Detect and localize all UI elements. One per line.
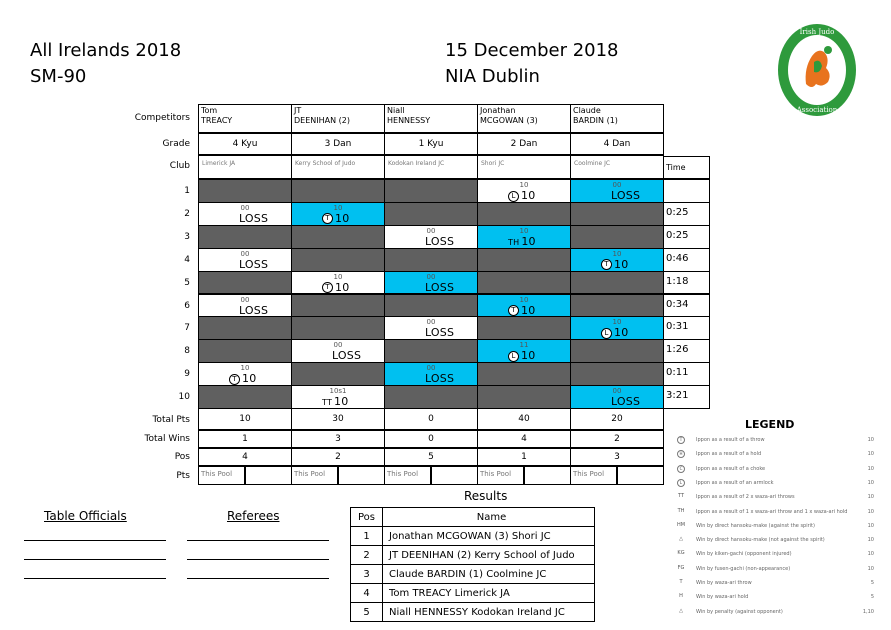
bout-number: 3 [184,231,190,242]
empty-bout-cell [477,271,571,295]
legend-value: 10 [867,522,874,529]
score-type-t-icon: T [601,259,612,270]
competitor-club: Kodokan Ireland JC [384,155,478,179]
results-header-row [351,508,595,527]
score-type-tt-icon: TT [322,398,333,408]
table-row [351,603,595,622]
competitor-last-name: HENNESSY [387,116,431,125]
legend-item [674,465,874,479]
bout-score: 00 [426,364,436,373]
legend-item [674,608,874,622]
legend-item [674,550,874,564]
empty-bout-cell [477,316,571,340]
empty-bout-cell [198,339,292,363]
legend-value: 10 [867,465,874,472]
bout-number: 6 [184,300,190,311]
bout-score: 10 [612,318,622,327]
legend-item [674,593,874,607]
competitor-pos: 5 [384,448,478,466]
bout-score: 00 [426,318,436,327]
empty-bout-cell [477,362,571,386]
competitor-total-pts: 0 [384,408,478,430]
bout-score: 10s1 [329,387,347,396]
legend-symbol [674,522,688,528]
bout-score: 10 [519,295,529,304]
opponent-cell [477,179,571,203]
legend-symbol-glyph: H [679,593,683,600]
competitor-total-wins: 2 [570,430,664,448]
empty-bout-cell [477,248,571,272]
opponent-cell [384,316,478,340]
legend-symbol [674,450,688,458]
bout-result [508,235,536,248]
bout-score: 10 [519,181,529,189]
bout-result [425,235,454,248]
bout-time: 1:18 [663,271,710,295]
competitor-first-name: Tom [201,106,218,115]
opponent-cell [384,225,478,249]
empty-bout-cell [570,339,664,363]
empty-bout-cell [198,179,292,203]
legend-value: 10 [867,494,874,501]
score-type-t-icon: T [229,374,240,385]
winner-cell [384,271,478,295]
legend-item [674,536,874,550]
result-pos: 1 [351,527,383,546]
svg-text:Association: Association [796,106,838,114]
legend-value: 5 [870,580,874,586]
results-title: Results [464,489,508,503]
bout-result-text: LOSS [425,234,455,248]
legend-symbol [674,493,688,499]
bout-time: 1:26 [663,339,710,363]
club-label: Club [169,161,190,171]
competitor-club: Shori JC [477,155,571,179]
competitor-pool-pts [617,466,664,485]
referees-heading: Referees [227,509,280,523]
bout-number: 7 [184,323,190,334]
competitor-grade: 4 Dan [570,133,664,155]
empty-bout-cell [570,225,664,249]
legend-text: Ippon as a result of 1 x waza-ari throw and 1 x waza-ari hold [696,508,848,515]
legend-value: 10 [867,479,874,486]
legend-symbol-glyph: HM [676,521,686,528]
competitor-total-pts: 20 [570,408,664,430]
empty-bout-cell [477,385,571,409]
legend-symbol [674,436,688,444]
grade-label: Grade [162,139,190,149]
competitor-total-pts: 10 [198,408,292,430]
empty-bout-cell [291,248,385,272]
bout-result [239,304,268,317]
competitor-name-cell [570,104,664,133]
competitor-name-cell [384,104,478,133]
bout-result-text: 10 [521,349,536,363]
competitor-pool-pts [338,466,385,485]
winner-cell [570,316,664,340]
legend-symbol [674,608,688,614]
bout-number: 2 [184,208,190,219]
bout-result [611,395,640,408]
bout-result-text: LOSS [611,189,641,202]
winner-cell [570,248,664,272]
svg-text:Irish Judo: Irish Judo [799,28,835,36]
empty-bout-cell [291,362,385,386]
legend-title: LEGEND [745,418,795,431]
legend-symbol [674,536,688,542]
competitor-total-wins: 0 [384,430,478,448]
bout-result [332,349,361,362]
competitor-pool-pts [524,466,571,485]
bout-number: 4 [184,254,190,265]
competitor-first-name: Niall [387,106,405,115]
winner-cell [477,339,571,363]
result-pos: 4 [351,584,383,603]
pos-label: Pos [174,452,190,462]
legend-text: Ippon as a result of an armlock [696,479,774,486]
legend-text: Win by fusen-gachi (non-appearance) [696,565,791,572]
bout-time: 0:11 [663,362,710,386]
result-name: JT DEENIHAN (2) Kerry School of Judo [383,546,595,565]
table-row [351,565,595,584]
result-pos: 2 [351,546,383,565]
score-type-l-icon: L [508,191,519,202]
legend-text: Ippon as a result of a throw [696,437,765,443]
legend-text: Ippon as a result of a hold [696,451,762,458]
bout-time: 0:34 [663,294,710,318]
legend-item [674,508,874,522]
bout-time [663,179,710,203]
bout-result [508,304,535,317]
competitor-club: Coolmine JC [570,155,664,179]
competitor-pool: This Pool [570,466,617,485]
legend-symbol-glyph: H [677,450,685,458]
legend-symbol-glyph: TH [677,507,685,514]
bout-score: 10 [612,249,622,258]
winner-cell [570,385,664,409]
competitor-pos: 2 [291,448,385,466]
winner-cell [570,179,664,203]
time-header: Time [663,156,710,179]
legend-item [674,436,874,450]
table-row [351,584,595,603]
bout-result-text: LOSS [239,303,269,317]
total-wins-label: Total Wins [144,434,190,444]
legend-symbol-glyph: T [677,436,685,444]
table-officials-heading: Table Officials [44,509,127,523]
event-title: All Irelands 2018 [30,40,182,61]
bout-score: 11 [519,341,529,350]
legend-text: Win by direct hansoku-make (against the spirit) [696,522,815,529]
bout-result-text: 10 [521,189,536,202]
bout-score: 10 [333,203,343,212]
empty-bout-cell [570,271,664,295]
empty-bout-cell [198,385,292,409]
empty-bout-cell [384,294,478,318]
bout-score: 00 [240,295,250,304]
referee-line-2 [187,559,329,560]
bout-time: 0:25 [663,225,710,249]
competitor-first-name: Jonathan [480,106,516,115]
result-name: Claude BARDIN (1) Coolmine JC [383,565,595,584]
empty-bout-cell [198,271,292,295]
competitor-name-cell [198,104,292,133]
bout-result [239,258,268,271]
empty-bout-cell [570,294,664,318]
score-type-l-icon: L [601,328,612,339]
legend-value: 10 [867,565,874,572]
empty-bout-cell [477,202,571,226]
legend-text: Win by kiken-gachi (opponent injured) [696,551,792,558]
irish-judo-association-logo [776,22,858,118]
bout-result-text: LOSS [425,280,455,294]
bout-time: 0:25 [663,202,710,226]
bout-number: 9 [184,369,190,380]
bout-result-text: LOSS [239,211,269,225]
bout-number: 10 [178,392,190,403]
empty-bout-cell [384,202,478,226]
legend-symbol [674,579,688,585]
result-name: Niall HENNESSY Kodokan Ireland JC [383,603,595,622]
legend-symbol-glyph: △ [679,607,683,614]
bout-result [425,281,454,294]
competitor-club: Limerick JA [198,155,292,179]
competitor-last-name: MCGOWAN (3) [480,116,538,125]
winner-cell [477,294,571,318]
competitor-last-name: DEENIHAN (2) [294,116,350,125]
bout-number: 5 [184,277,190,288]
result-pos: 5 [351,603,383,622]
result-pos: 3 [351,565,383,584]
bout-result-text: 10 [614,326,629,340]
opponent-cell [198,248,292,272]
bout-result-text: LOSS [332,349,362,363]
legend-symbol-glyph: L [677,479,685,487]
legend-item [674,522,874,536]
legend-symbol-glyph: C [677,465,685,473]
empty-bout-cell [570,202,664,226]
competitor-first-name: Claude [573,106,601,115]
score-type-th-icon: TH [508,237,520,247]
competitor-last-name: TREACY [201,116,233,125]
bout-time: 3:21 [663,385,710,409]
score-type-l-icon: L [508,351,519,362]
winner-cell [291,202,385,226]
bout-score: 00 [426,272,436,281]
legend-value: 10 [867,537,874,544]
bout-result [322,281,349,294]
results-name-header: Name [383,508,595,527]
legend-value: 1,10 [862,608,874,615]
competitor-grade: 4 Kyu [198,133,292,155]
bout-result [322,212,349,225]
table-official-line-1 [24,540,166,541]
weight-category: SM-90 [30,66,87,87]
bout-result [239,212,268,225]
bout-time: 0:31 [663,316,710,340]
bout-number: 8 [184,346,190,357]
bout-result [322,395,348,408]
empty-bout-cell [291,294,385,318]
legend-symbol [674,508,688,514]
bout-result [611,189,640,202]
competitor-pool: This Pool [477,466,524,485]
legend-item [674,450,874,464]
bout-result [425,372,454,385]
empty-bout-cell [198,225,292,249]
table-official-line-2 [24,559,166,560]
competitor-total-wins: 1 [198,430,292,448]
bout-result-text: LOSS [611,395,641,409]
winner-cell [384,362,478,386]
bout-result-text: 10 [242,372,257,386]
legend-symbol-glyph: △ [679,536,683,543]
bout-score: 10 [519,226,529,235]
empty-bout-cell [384,179,478,203]
bout-result [508,349,535,362]
legend-text: Win by waza-ari throw [696,580,752,586]
competitor-pool-pts [431,466,478,485]
legend-value: 5 [870,594,874,601]
empty-bout-cell [198,316,292,340]
bout-result [508,189,535,202]
legend-symbol-glyph: FG [677,564,685,571]
competitor-pool: This Pool [291,466,338,485]
competitor-total-pts: 40 [477,408,571,430]
bout-score: 00 [612,387,622,396]
winner-cell [477,225,571,249]
bout-result-text: 10 [335,280,350,294]
bout-score: 00 [333,341,343,350]
score-type-t-icon: T [508,305,519,316]
legend-item [674,493,874,507]
event-venue: NIA Dublin [445,66,540,87]
competitor-name-cell [291,104,385,133]
competitor-total-wins: 3 [291,430,385,448]
table-official-line-3 [24,578,166,579]
empty-bout-cell [384,385,478,409]
opponent-cell [198,294,292,318]
legend-item [674,579,874,593]
empty-bout-cell [384,248,478,272]
legend-value: 10 [867,451,874,458]
result-name: Jonathan MCGOWAN (3) Shori JC [383,527,595,546]
legend-symbol [674,565,688,571]
opponent-cell [291,339,385,363]
bout-result [601,258,628,271]
result-name: Tom TREACY Limerick JA [383,584,595,603]
bout-result [425,326,454,339]
legend-symbol-glyph: TT [677,493,685,500]
empty-bout-cell [384,339,478,363]
bout-result-text: 10 [335,211,350,225]
legend-value: 10 [867,551,874,558]
legend-item [674,479,874,493]
total-pts-label: Total Pts [152,415,190,425]
bout-number: 1 [184,186,190,196]
score-type-t-icon: T [322,213,333,224]
opponent-cell [291,271,385,295]
legend-item [674,565,874,579]
bout-result-text: 10 [521,234,536,248]
legend-text: Ippon as a result of 2 x waza-ari throws [696,494,795,501]
competitor-club: Kerry School of Judo [291,155,385,179]
competitors-label: Competitors [134,113,190,123]
bout-score: 10 [240,364,250,373]
table-row [351,527,595,546]
bout-score: 00 [240,249,250,258]
empty-bout-cell [291,179,385,203]
legend-text: Win by direct hansoku-make (not against the spirit) [696,537,825,544]
empty-bout-cell [570,362,664,386]
competitor-pool: This Pool [384,466,431,485]
opponent-cell [198,362,292,386]
legend-symbol-glyph: T [679,579,683,585]
opponent-cell [198,202,292,226]
legend-symbol [674,550,688,556]
legend-symbol [674,465,688,473]
competitor-total-wins: 4 [477,430,571,448]
event-date: 15 December 2018 [445,40,619,61]
competitor-grade: 2 Dan [477,133,571,155]
referee-line-3 [187,578,329,579]
pts-label: Pts [176,471,190,481]
competitor-last-name: BARDIN (1) [573,116,618,125]
bout-result-text: 10 [521,303,536,317]
bout-result-text: LOSS [425,372,455,386]
competitor-pool: This Pool [198,466,245,485]
legend-value: 10 [867,437,874,443]
competitor-first-name: JT [294,106,302,115]
bout-result-text: 10 [614,257,629,271]
competitor-grade: 1 Kyu [384,133,478,155]
bout-score: 00 [240,203,250,212]
bout-result-text: 10 [334,395,349,409]
bout-time: 0:46 [663,248,710,272]
score-type-t-icon: T [322,282,333,293]
empty-bout-cell [291,225,385,249]
bout-score: 00 [426,226,436,235]
bout-result [601,326,628,339]
competitor-pool-pts [245,466,292,485]
table-row [351,546,595,565]
bout-result-text: LOSS [239,257,269,271]
competitor-pos: 4 [198,448,292,466]
legend-text: Ippon as a result of a choke [696,465,766,472]
opponent-cell [291,385,385,409]
competitor-pos: 1 [477,448,571,466]
competitor-grade: 3 Dan [291,133,385,155]
legend-text: Win by penalty (against opponent) [696,608,783,615]
competitor-name-cell [477,104,571,133]
bout-score: 00 [612,181,622,189]
bout-result-text: LOSS [425,326,455,340]
results-pos-header: Pos [351,508,383,527]
legend-symbol [674,593,688,599]
competitor-pos: 3 [570,448,664,466]
competitor-total-pts: 30 [291,408,385,430]
results-table [350,507,595,622]
legend-symbol [674,479,688,487]
legend-symbol-glyph: KG [677,550,685,557]
bout-result [229,372,256,385]
legend-text: Win by waza-ari hold [696,594,749,601]
empty-bout-cell [291,316,385,340]
bout-score: 10 [333,272,343,281]
legend-value: 10 [867,508,874,515]
referee-line-1 [187,540,329,541]
